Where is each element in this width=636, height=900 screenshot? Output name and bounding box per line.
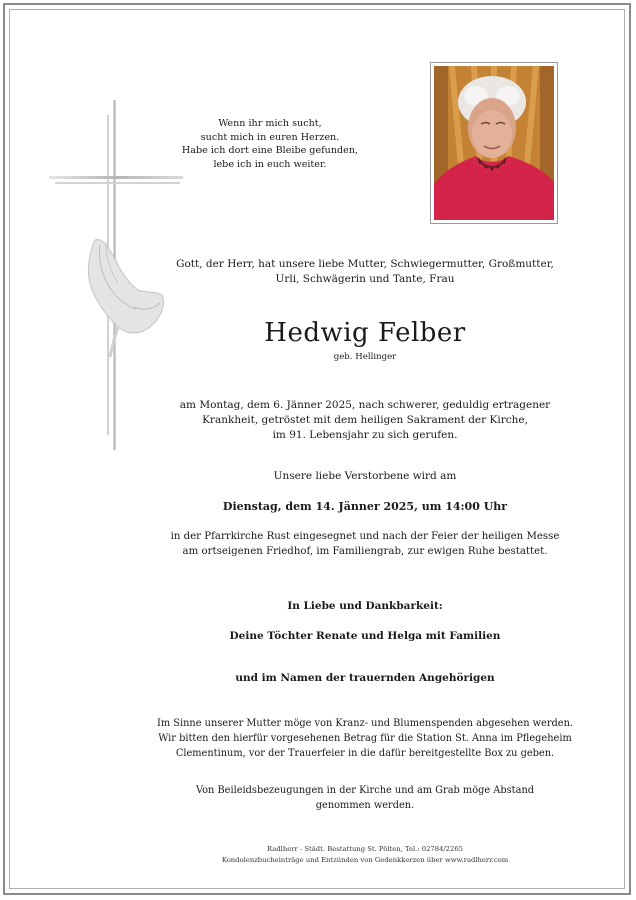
intro-line: Gott, der Herr, hat unsere liebe Mutter, Schwiegermutter, Großmutter, — [176, 258, 554, 270]
funeral-date: Dienstag, dem 14. Jänner 2025, um 14:00 Uhr — [222, 500, 508, 513]
closing-phrase: In Liebe und Dankbarkeit: — [287, 600, 443, 612]
death-notice — [150, 398, 580, 443]
intro-line: Urli, Schwägerin und Tante, Frau — [275, 273, 455, 285]
funeral-place-line: in der Pfarrkirche Rust eingesegnet und nach der Feier der heiligen Messe — [170, 531, 560, 542]
donation-line: Wir bitten den hierfür vorgesehenen Betrag für die Station St. Anna im Pflegeheim — [158, 733, 572, 744]
condolence-note — [185, 783, 545, 813]
funeral-place — [140, 529, 590, 559]
poem-line: sucht mich in euren Herzen. — [200, 131, 340, 143]
donation-line: Im Sinne unserer Mutter möge von Kranz- und Blumenspenden abgesehen werden. — [157, 718, 573, 729]
footer-line: Kondolenzbucheinträge und Entzünden von Gedenkkerzen über www.radlherr.com — [221, 855, 509, 864]
relatives-line: und im Namen der trauernden Angehörigen — [235, 672, 495, 684]
donation-request — [145, 716, 585, 761]
poem-line: Wenn ihr mich sucht, — [218, 118, 322, 129]
maiden-name: geb. Hellinger — [333, 352, 397, 362]
funeral-lead: Unsere liebe Verstorbene wird am — [273, 470, 457, 482]
footer — [170, 844, 560, 865]
funeral-place-line: am ortseigenen Friedhof, im Familiengrab, zur ewigen Ruhe bestattet. — [182, 546, 548, 557]
children-line: Deine Töchter Renate und Helga mit Familien — [229, 630, 501, 642]
footer-line: Radlherr - Städt. Bestattung St. Pölten, Tel.: 02784/2265 — [267, 845, 463, 853]
death-notice-line: Krankheit, getröstet mit dem heiligen Sakrament der Kirche, — [202, 414, 528, 426]
death-notice-line: im 91. Lebensjahr zu sich gerufen. — [272, 429, 458, 441]
condolence-line: genommen werden. — [315, 800, 415, 811]
poem-line: lebe ich in euch weiter. — [213, 158, 327, 170]
poem — [160, 117, 380, 171]
poem-line: Habe ich dort eine Bleibe gefunden, — [181, 145, 359, 156]
intro-text — [150, 257, 580, 287]
donation-line: Clementinum, vor der Trauerfeier in die dafür bereitgestellte Box zu geben. — [175, 748, 555, 759]
death-notice-line: am Montag, dem 6. Jänner 2025, nach schwerer, geduldig ertragener — [179, 399, 551, 411]
condolence-line: Von Beileidsbezeugungen in der Kirche und am Grab möge Abstand — [195, 785, 535, 796]
portrait-photo — [434, 66, 554, 220]
deceased-name: Hedwig Felber — [264, 318, 466, 348]
